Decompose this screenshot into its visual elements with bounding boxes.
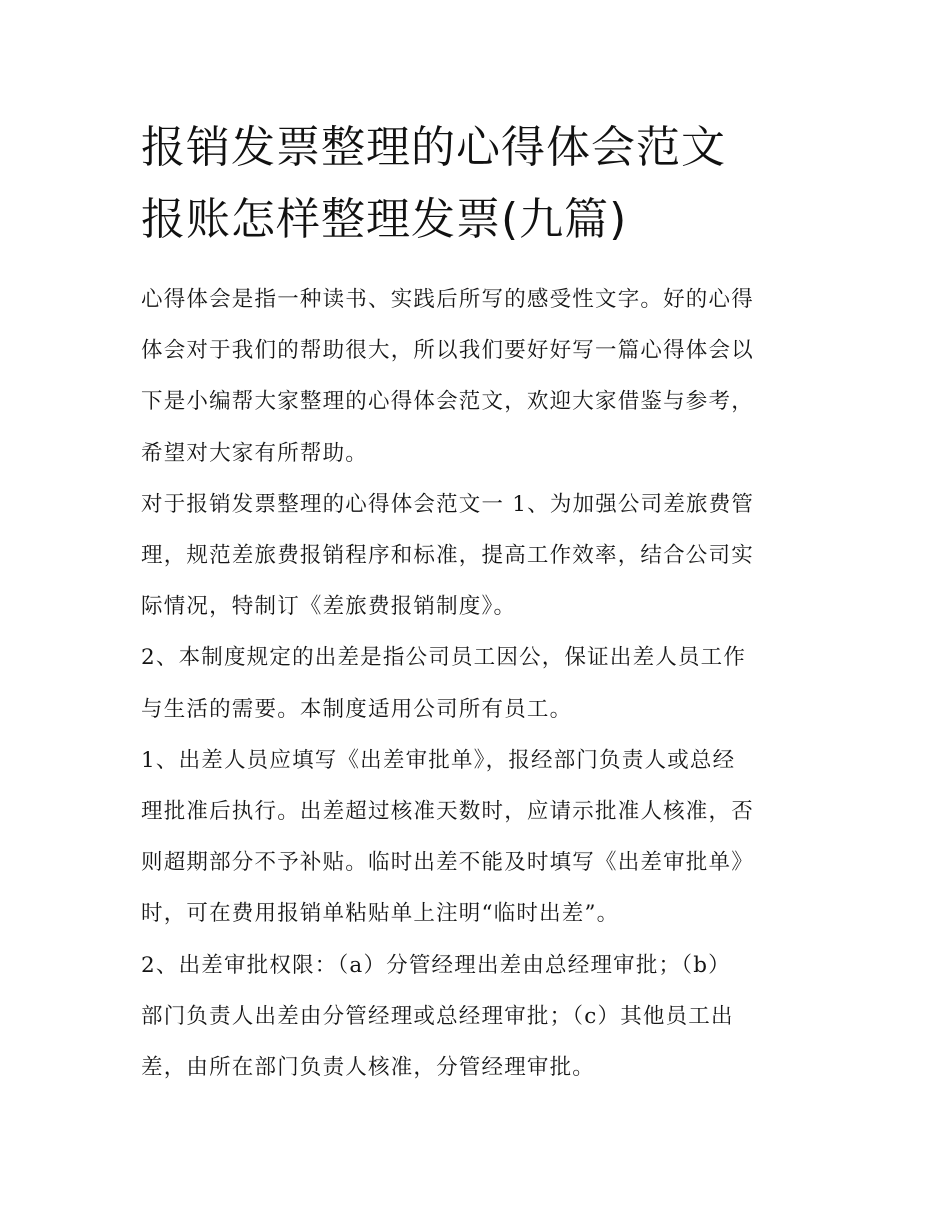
approval-form-paragraph xyxy=(141,735,813,940)
paragraph-line: 部门负责人出差由分管经理或总经理审批；（c）其他员工出 xyxy=(141,1003,734,1029)
title-line: 报账怎样整理发票(九篇) xyxy=(141,194,628,245)
title-line: 报销发票整理的心得体会范文 xyxy=(141,122,726,173)
paragraph-line: 与生活的需要。本制度适用公司所有员工。 xyxy=(141,696,573,722)
paragraph-line: 2、出差审批权限：（a）分管经理出差由总经理审批；（b） xyxy=(141,952,731,978)
document-content xyxy=(141,112,813,1093)
paragraph-line: 1、出差人员应填写《出差审批单》，报经部门负责人或总经 xyxy=(141,747,736,773)
document-body xyxy=(141,274,813,1093)
paragraph-line: 际情况，特制订《差旅费报销制度》。 xyxy=(141,594,517,620)
paragraph-line: 差，由所在部门负责人核准，分管经理审批。 xyxy=(141,1055,596,1081)
section-one-paragraph xyxy=(141,479,813,633)
paragraph-line: 希望对大家有所帮助。 xyxy=(141,440,369,466)
paragraph-line: 理，规范差旅费报销程序和标准，提高工作效率，结合公司实 xyxy=(141,543,754,569)
approval-authority-paragraph xyxy=(141,940,813,1094)
paragraph-line: 则超期部分不予补贴。临时出差不能及时填写《出差审批单》 xyxy=(141,850,754,876)
paragraph-line: 理批准后执行。出差超过核准天数时，应请示批准人核准，否 xyxy=(141,799,754,825)
intro-paragraph xyxy=(141,274,813,479)
paragraph-line: 体会对于我们的帮助很大，所以我们要好好写一篇心得体会以 xyxy=(141,338,754,364)
paragraph-line: 2、本制度规定的出差是指公司员工因公，保证出差人员工作 xyxy=(141,645,747,671)
document-title xyxy=(141,112,813,256)
paragraph-line: 心得体会是指一种读书、实践后所写的感受性文字。好的心得 xyxy=(141,287,754,312)
paragraph-line: 时，可在费用报销单粘贴单上注明“临时出差”。 xyxy=(141,901,620,927)
rule-scope-paragraph xyxy=(141,632,813,734)
paragraph-line: 对于报销发票整理的心得体会范文一 1、为加强公司差旅费管 xyxy=(141,491,755,517)
paragraph-line: 下是小编帮大家整理的心得体会范文，欢迎大家借鉴与参考， xyxy=(141,389,754,415)
